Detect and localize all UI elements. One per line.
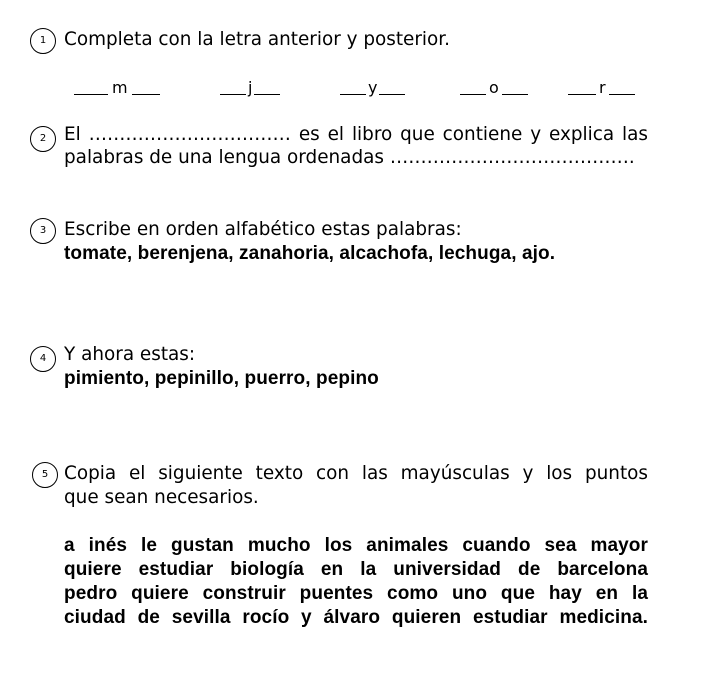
exercise-5-text-line-1: a inés le gustan mucho los animales cuando sea mayor (64, 535, 648, 556)
given-letter: m (112, 78, 128, 97)
letter-blank-group (220, 78, 280, 98)
exercise-5-line-2: que sean necesarios. (64, 487, 259, 508)
blank-before[interactable] (340, 78, 366, 95)
blank-after[interactable] (609, 78, 635, 95)
exercise-4-instruction: Y ahora estas: (64, 344, 196, 365)
letter-blank-group (460, 78, 528, 98)
given-letter: r (599, 78, 606, 97)
exercise-5-number: 5 (32, 462, 58, 488)
exercise-2-number: 2 (30, 126, 56, 152)
blank-after[interactable] (254, 78, 280, 95)
exercise-3-word-list: tomate, berenjena, zanahoria, alcachofa, lechuga, ajo. (64, 243, 556, 264)
exercise-5-text-line-3: pedro quiere construir puentes como uno que hay en la (64, 583, 648, 604)
exercise-2-line-2: palabras de una lengua ordenadas …………………………………. (64, 147, 635, 168)
blank-after[interactable] (502, 78, 528, 95)
exercise-1-number: 1 (30, 28, 56, 54)
given-letter: j (248, 78, 253, 97)
exercise-2-line-1: El …………………………… es el libro que contiene y explica las (64, 124, 648, 145)
exercise-5-text-line-2: quiere estudiar biología en la universidad de barcelona (64, 559, 648, 580)
exercise-3-number: 3 (30, 218, 56, 244)
blank-after[interactable] (379, 78, 405, 95)
blank-before[interactable] (568, 78, 596, 95)
exercise-1-instruction: Completa con la letra anterior y posterior. (64, 29, 451, 50)
letter-blanks-row (74, 78, 642, 102)
letter-blank-group (568, 78, 635, 98)
blank-before[interactable] (460, 78, 486, 95)
blank-before[interactable] (220, 78, 246, 95)
letter-blank-group (74, 78, 160, 98)
exercise-5-line-1: Copia el siguiente texto con las mayúsculas y los puntos (64, 463, 648, 484)
blank-after[interactable] (132, 78, 160, 95)
given-letter: o (489, 78, 499, 97)
exercise-5-text-line-4: ciudad de sevilla rocío y álvaro quieren estudiar medicina. (64, 607, 648, 628)
exercise-4-word-list: pimiento, pepinillo, puerro, pepino (64, 368, 379, 389)
exercise-4-number: 4 (30, 346, 56, 372)
given-letter: y (368, 78, 378, 97)
blank-before[interactable] (74, 78, 108, 95)
letter-blank-group (340, 78, 405, 98)
exercise-3-instruction: Escribe en orden alfabético estas palabras: (64, 219, 462, 240)
